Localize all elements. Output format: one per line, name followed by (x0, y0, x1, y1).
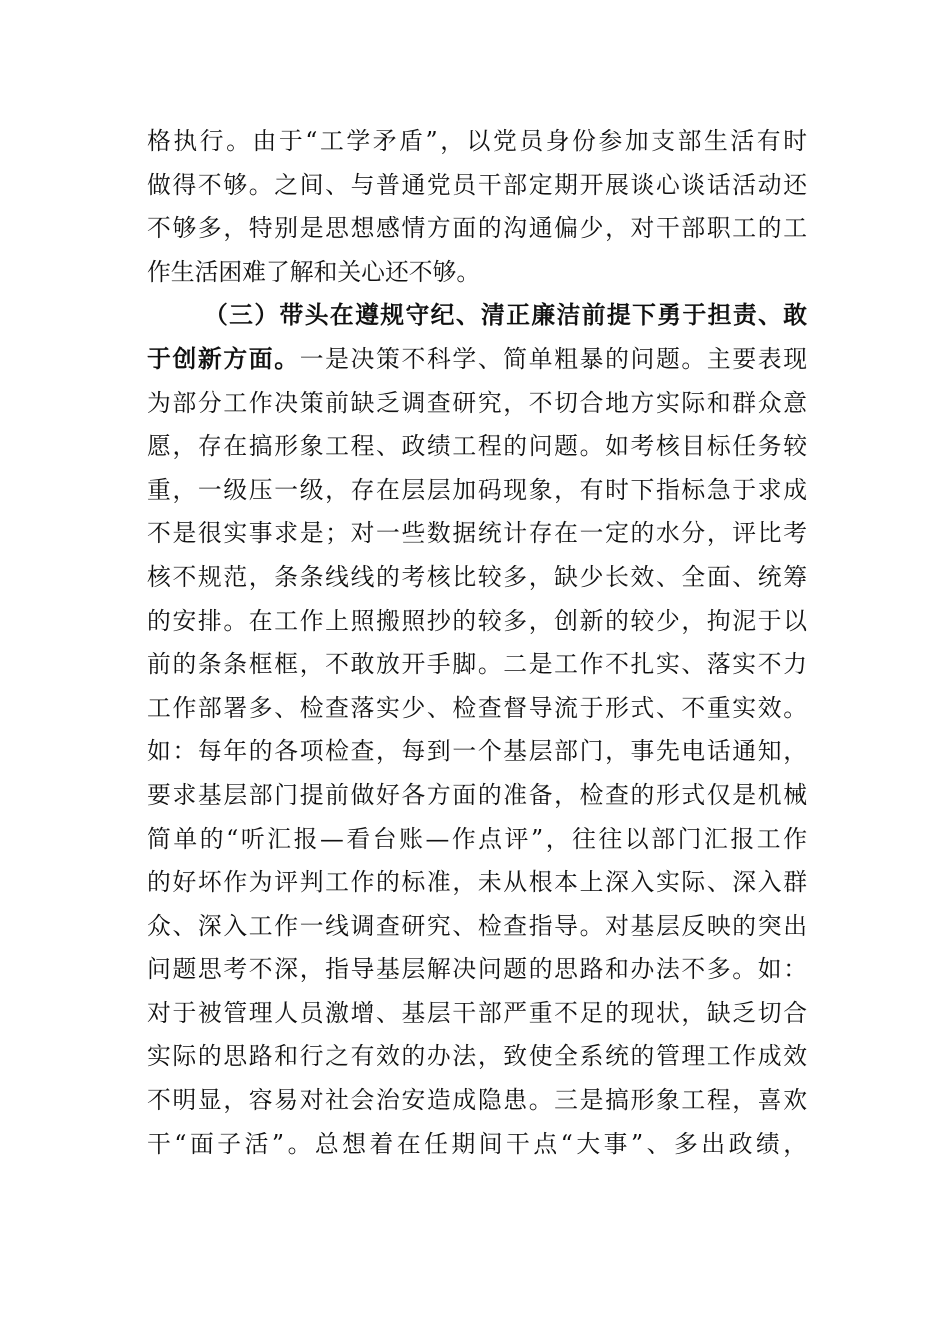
text-line: 不够多，特别是思想感情方面的沟通偏少，对干部职工的工 (147, 214, 807, 243)
text-line: 重，一级压一级，存在层层加码现象，有时下指标急于求成 (147, 475, 807, 504)
text-line: 做得不够。之间、与普通党员干部定期开展谈心谈话活动还 (147, 170, 807, 199)
text-line: 的好坏作为评判工作的标准，未从根本上深入实际、深入群 (147, 868, 807, 897)
text-line: 为部分工作决策前缺乏调查研究，不切合地方实际和群众意 (147, 388, 807, 417)
text-line: 不是很实事求是；对一些数据统计存在一定的水分，评比考 (147, 519, 807, 548)
text-line: 要求基层部门提前做好各方面的准备，检查的形式仅是机械 (147, 780, 807, 809)
text-line: 作生活困难了解和关心还不够。 (147, 257, 481, 286)
document-body (147, 120, 807, 1166)
text-line: 前的条条框框，不敢放开手脚。二是工作不扎实、落实不力 (147, 650, 807, 679)
text-line: 如：每年的各项检查，每到一个基层部门，事先电话通知， (147, 737, 807, 766)
text-line (147, 338, 807, 382)
text-line: 实际的思路和行之有效的办法，致使全系统的管理工作成效 (147, 1042, 807, 1071)
text-line: 干“面子活”。总想着在任期间干点“大事”、多出政绩， (147, 1129, 807, 1158)
text-line: 愿，存在搞形象工程、政绩工程的问题。如考核目标任务较 (147, 432, 807, 461)
text-line: 众、深入工作一线调查研究、检查指导。对基层反映的突出 (147, 911, 807, 940)
text-line: 不明显，容易对社会治安造成隐患。三是搞形象工程，喜欢 (147, 1086, 807, 1115)
text-line: 的安排。在工作上照搬照抄的较多，创新的较少，拘泥于以 (147, 606, 807, 635)
text-line: 格执行。由于“工学矛盾”，以党员身份参加支部生活有时 (147, 127, 807, 155)
text-line: 对于被管理人员激增、基层干部严重不足的现状，缺乏切合 (147, 998, 807, 1027)
text-line-rest: 一是决策不科学、简单粗暴的问题。主要表现 (299, 344, 807, 373)
section-heading-end: 于创新方面。 (147, 344, 300, 373)
text-line: 简单的“听汇报—看台账—作点评”，往往以部门汇报工作 (147, 824, 807, 853)
text-line: 核不规范，条条线线的考核比较多，缺少长效、全面、统筹 (147, 562, 807, 591)
section-heading-line: （三）带头在遵规守纪、清正廉洁前提下勇于担责、敢 (204, 301, 807, 330)
text-line: 问题思考不深，指导基层解决问题的思路和办法不多。如： (147, 955, 807, 984)
text-line: 工作部署多、检查落实少、检查督导流于形式、不重实效。 (147, 693, 807, 722)
